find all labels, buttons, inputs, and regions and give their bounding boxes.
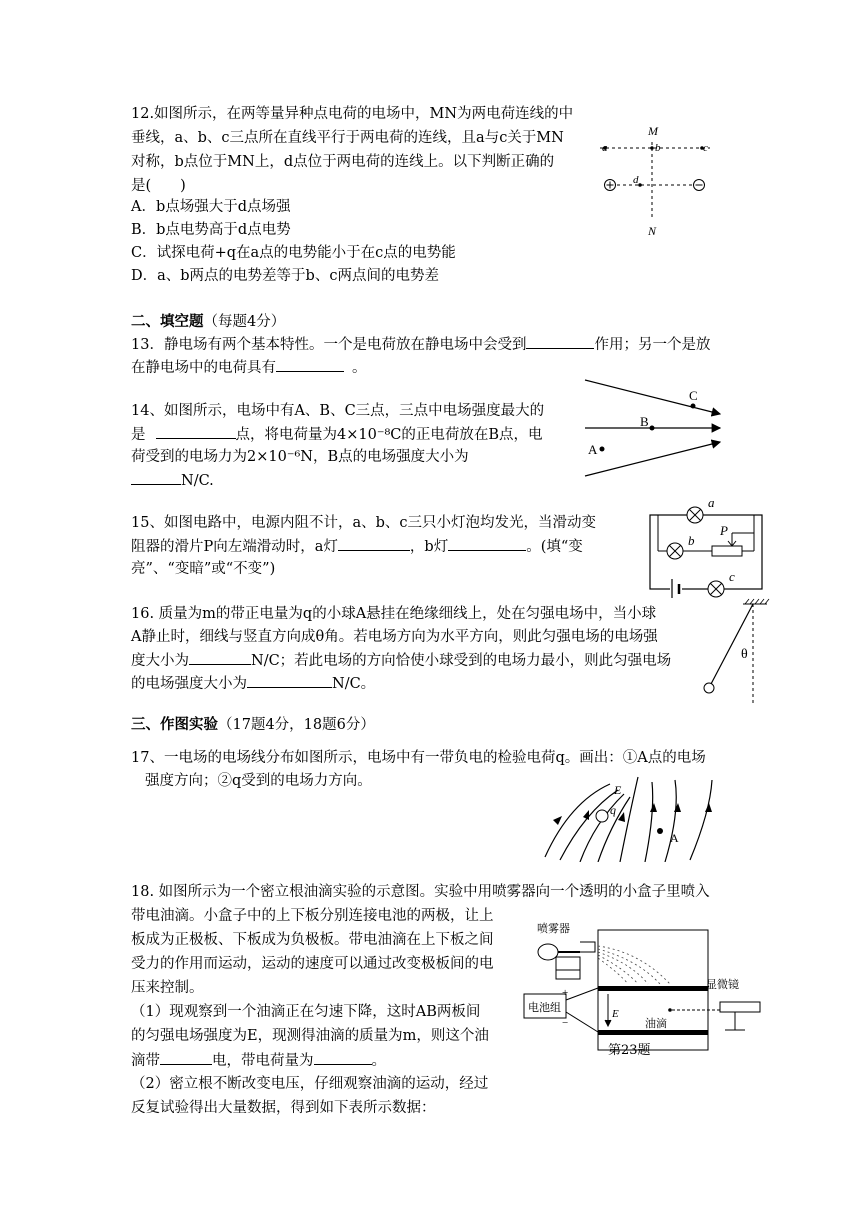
q18-blank-charge xyxy=(314,1050,372,1065)
sprayer-bottle-icon xyxy=(556,957,580,979)
q12-line2: 垂线，a、b、c三点所在直线平行于两电荷的连线，且a与c关于MN xyxy=(131,130,564,146)
q18-line2: 带电油滴。小盒子中的上下板分别连接电池的两极，让上 xyxy=(131,908,494,924)
q13-blank-2 xyxy=(276,357,344,372)
q12-option-d: D．a、b两点的电势差等于b、c两点间的电势差 xyxy=(131,268,439,284)
q12-fig-label-d: d xyxy=(633,174,639,186)
q16-line1: 16. 质量为m的带正电量为q的小球A悬挂在绝缘细线上，处在匀强电场中，当小球 xyxy=(131,606,657,622)
q17-fig-label-a: A xyxy=(670,831,679,845)
rheostat-icon xyxy=(712,546,742,556)
q18-fig-label-scope: 显微镜 xyxy=(706,979,739,991)
q18-fig-label-plus: + xyxy=(562,987,569,999)
upper-plate xyxy=(598,986,708,991)
q18-line4: 受力的作用而运动，运动的速度可以通过改变极板间的电 xyxy=(131,956,494,972)
q17-field-figure xyxy=(540,772,720,862)
q14-figure xyxy=(580,372,730,482)
q16-blank-2 xyxy=(247,673,332,688)
q18-blank-sign xyxy=(160,1050,212,1065)
field-line-bottom xyxy=(585,442,720,476)
q16-line3: 度大小为 N/C；若此电场的方向恰使小球受到的电场力最小，则此匀强电场 xyxy=(131,650,671,672)
q17-fig-label-q: q xyxy=(610,803,616,817)
q15-line3: 亮”、“变暗”或“不变”) xyxy=(131,561,276,577)
q12-figure xyxy=(595,120,720,240)
q18-line1: 18. 如图所示为一个密立根油滴实验的示意图。实验中用喷雾器向一个透明的小盒子里喷入 xyxy=(131,884,710,900)
thread-line xyxy=(711,604,753,684)
q18-line5: 压来控制。 xyxy=(131,980,204,996)
q15-fig-label-p: P xyxy=(720,523,728,538)
q18-part1-line2: 的匀强电场强度为E，现测得油滴的质量为m，则这个油 xyxy=(131,1028,489,1044)
q15-line1: 15、如图电路中，电源内阻不计，a、b、c三只小灯泡均发光，当滑动变 xyxy=(131,515,596,531)
q14-line2: 是 点，将电荷量为4×10⁻⁸C的正电荷放在B点，电 xyxy=(131,424,543,446)
q15-fig-label-b: b xyxy=(688,533,695,548)
section2-heading: 二、填空题（每题4分） xyxy=(131,313,286,330)
q12-line3: 对称，b点位于MN上，d点位于两电荷的连线上。以下判断正确的 xyxy=(131,154,555,170)
q15-blank-a xyxy=(338,536,410,551)
q17-line1: 17、一电场的电场线分布如图所示，电场中有一带负电的检验电荷q。画出：①A点的电场 xyxy=(131,750,706,766)
q15-circuit-figure xyxy=(630,493,770,598)
charged-ball-icon xyxy=(704,683,714,693)
q14-blank-2 xyxy=(131,470,181,485)
q12-fig-label-c: c xyxy=(703,142,708,154)
test-charge-icon xyxy=(596,810,608,822)
q16-line2: A静止时，细线与竖直方向成θ角。若电场方向为水平方向，则此匀强电场的电场强 xyxy=(131,629,658,645)
microscope-icon xyxy=(720,1002,760,1012)
q12-line4: 是( ) xyxy=(131,178,186,194)
q18-fig-label-e: E xyxy=(612,1008,619,1020)
q12-option-b: B．b点电势高于d点电势 xyxy=(131,222,291,238)
q12-option-a: A．b点场强大于d点场强 xyxy=(131,199,291,215)
q14-fig-label-b: B xyxy=(640,414,649,429)
field-line-top xyxy=(585,380,720,414)
q14-line3: 荷受到的电场力为2×10⁻⁶N，B点的电场强度大小为 xyxy=(131,449,469,465)
section3-heading: 三、作图实验（17题4分，18题6分） xyxy=(131,716,375,733)
q12-fig-label-b: b xyxy=(655,142,661,154)
q18-figure-caption: 第23题 xyxy=(608,1043,651,1058)
q12-fig-label-a: a xyxy=(602,142,608,154)
q14-blank-1 xyxy=(156,424,236,439)
q18-fig-label-sprayer: 喷雾器 xyxy=(537,923,570,935)
q18-part1-line3: 滴带 电，带电荷量为 。 xyxy=(131,1050,386,1072)
q16-fig-label-theta: θ xyxy=(741,647,748,662)
q13-line2: 在静电场中的电荷具有 。 xyxy=(131,357,367,379)
q14-line1: 14、如图所示，电场中有A、B、C三点，三点中电场强度最大的 xyxy=(131,403,545,419)
q18-part2-line2: 反复试验得出大量数据，得到如下表所示数据： xyxy=(131,1100,436,1116)
q14-fig-label-c: C xyxy=(689,388,698,403)
q18-line3: 板成为正极板、下板成为负极板。带电油滴在上下板之间 xyxy=(131,932,494,948)
q16-blank-1 xyxy=(189,650,251,665)
q15-line2: 阻器的滑片P向左端滑动时，a灯 ，b灯 。(填“变 xyxy=(131,536,583,558)
q12-fig-label-n: N xyxy=(648,224,657,238)
q18-fig-label-oil: 油滴 xyxy=(645,1018,667,1030)
q15-blank-b xyxy=(448,536,526,551)
q12-fig-label-m: M xyxy=(648,124,658,138)
q13-line1: 13．静电场有两个基本特性。一个是电荷放在静电场中会受到 作用；另一个是放 xyxy=(131,334,710,356)
q18-part1-line1: （1）现观察到一个油滴正在匀速下降，这时AB两板间 xyxy=(131,1004,481,1020)
q18-fig-label-battery: 电池组 xyxy=(528,1002,561,1014)
q15-fig-label-a: a xyxy=(708,495,715,510)
q18-fig-label-minus: − xyxy=(562,1017,569,1029)
lower-plate xyxy=(598,1030,708,1035)
q16-line4: 的电场强度大小为 N/C。 xyxy=(131,673,375,695)
q12-line1: 12.如图所示，在两等量异种点电荷的电场中，MN为两电荷连线的中 xyxy=(131,106,574,122)
q17-fig-label-e: E xyxy=(614,783,622,797)
q18-part2-line1: （2）密立根不断改变电压，仔细观察油滴的运动，经过 xyxy=(131,1076,489,1092)
q14-fig-label-a: A xyxy=(588,442,598,457)
q12-option-c: C．试探电荷+q在a点的电势能小于在c点的电势能 xyxy=(131,245,456,261)
q15-fig-label-c: c xyxy=(729,569,735,584)
q16-pendulum-figure xyxy=(695,598,775,708)
q17-line2: 强度方向；②q受到的电场力方向。 xyxy=(145,773,372,789)
q14-line4: N/C. xyxy=(131,470,214,492)
sprayer-bulb-icon xyxy=(538,944,558,960)
q13-blank-1 xyxy=(526,334,594,349)
